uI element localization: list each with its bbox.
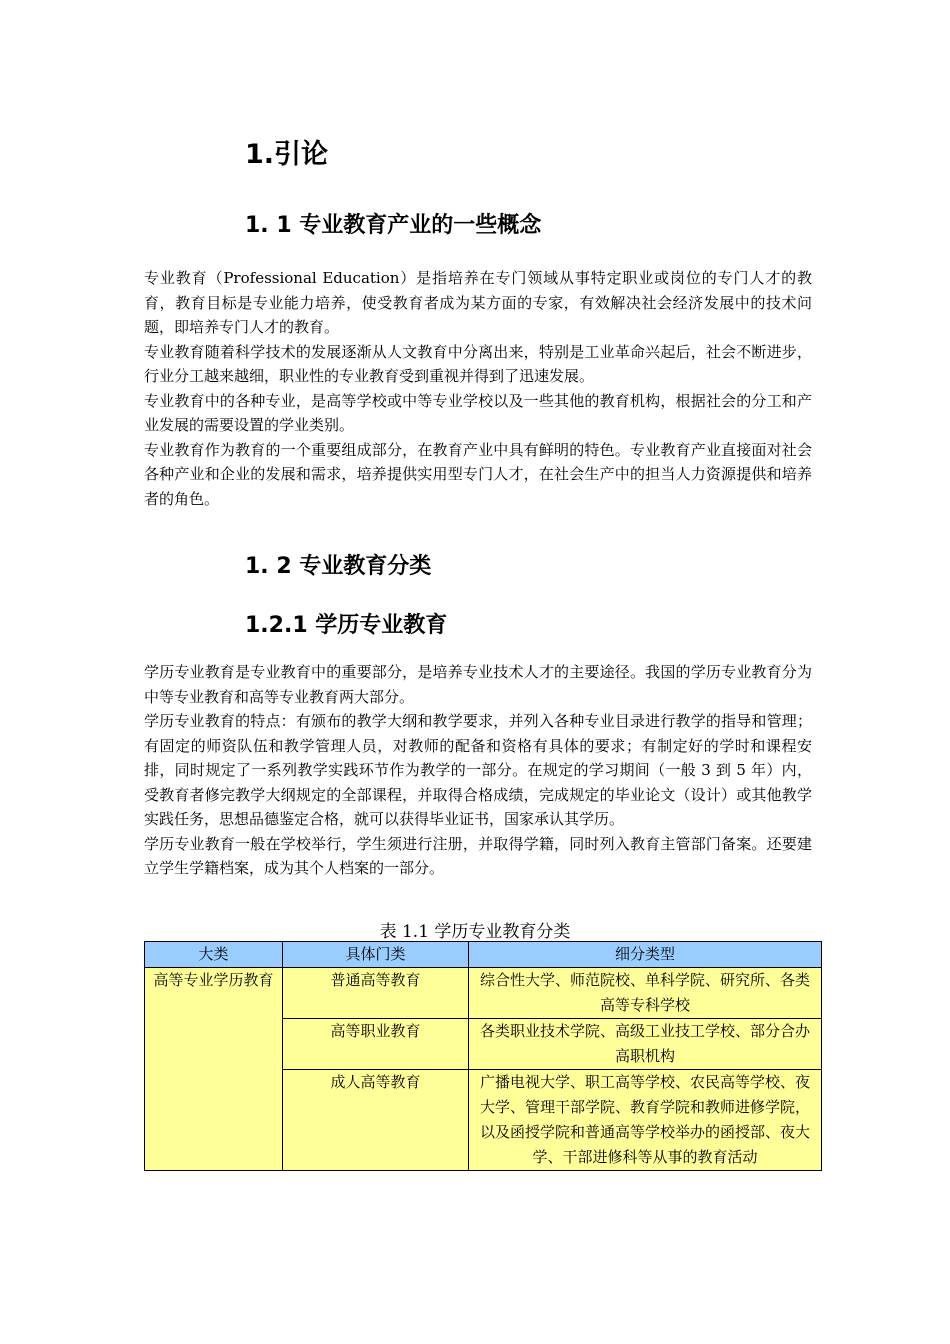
section-title-1-2: 1. 2 专业教育分类 — [245, 554, 432, 579]
header-cell: 大类 — [145, 942, 283, 968]
table-caption: 表 1.1 学历专业教育分类 — [379, 922, 571, 942]
section-1-2-1-body — [144, 660, 812, 881]
section-title-1-2-1: 1.2.1 学历专业教育 — [245, 613, 448, 638]
paragraph: 学历专业教育一般在学校举行，学生须进行注册，并取得学籍，同时列入教育主管部门备案。还要建立学生学籍档案，成为其个人档案的一部分。 — [144, 834, 812, 877]
education-classification-table — [144, 941, 822, 1171]
paragraph: 专业教育随着科学技术的发展逐渐从人文教育中分离出来，特别是工业革命兴起后，社会不断进步，行业分工越来越细，职业性的专业教育受到重视并得到了迅速发展。 — [144, 342, 812, 385]
detail-cell: 综合性大学、师范院校、单科学院、研究所、各类高等专科学校 — [469, 968, 822, 1019]
section-title-1-1: 1. 1 专业教育产业的一些概念 — [245, 213, 542, 238]
type-cell: 普通高等教育 — [283, 968, 469, 1019]
category-cell: 高等专业学历教育 — [145, 968, 283, 1171]
table-row — [145, 968, 822, 1019]
type-cell: 成人高等教育 — [283, 1070, 469, 1171]
paragraph: 学历专业教育是专业教育中的重要部分，是培养专业技术人才的主要途径。我国的学历专业教育分为中等专业教育和高等专业教育两大部分。 — [144, 663, 812, 706]
detail-cell: 各类职业技术学院、高级工业技工学校、部分合办高职机构 — [469, 1019, 822, 1070]
header-cell: 细分类型 — [469, 942, 822, 968]
paragraph: 专业教育（Professional Education）是指培养在专门领域从事特定职业或岗位的专门人才的教育，教育目标是专业能力培养，使受教育者成为某方面的专家，有效解决社会经济发展中的技术问题，即培养专门人才的教育。 — [144, 269, 812, 336]
header-cell: 具体门类 — [283, 942, 469, 968]
paragraph: 专业教育作为教育的一个重要组成部分，在教育产业中具有鲜明的特色。专业教育产业直接面对社会各种产业和企业的发展和需求，培养提供实用型专门人才，在社会生产中的担当人力资源提供和培养者的角色。 — [144, 440, 812, 508]
paragraph: 学历专业教育的特点：有颁布的教学大纲和教学要求，并列入各种专业目录进行教学的指导和管理；有固定的师资队伍和教学管理人员，对教师的配备和资格有具体的要求；有制定好的学时和课程安排，同时规定了一系列教学实践环节作为教学的一部分。在规定的学习期间（一般 3 到 5 年）内，受教育者修完教学大纲规定的全部课程，并取得合格成绩，完成规定的毕业论文（设计）或其他教学实践任务，思想品德鉴定合格，就可以获得毕业证书，国家承认其学历。 — [144, 712, 812, 828]
detail-cell: 广播电视大学、职工高等学校、农民高等学校、夜大学、管理干部学院、教育学院和教师进修学院，以及函授学院和普通高等学校举办的函授部、夜大学、干部进修科等从事的教育活动 — [469, 1070, 822, 1171]
chapter-title: 1.引论 — [245, 139, 329, 170]
type-cell: 高等职业教育 — [283, 1019, 469, 1070]
section-1-1-body — [144, 266, 812, 511]
paragraph: 专业教育中的各种专业，是高等学校或中等专业学校以及一些其他的教育机构，根据社会的分工和产业发展的需要设置的学业类别。 — [144, 391, 812, 434]
table-header-row — [145, 942, 822, 968]
